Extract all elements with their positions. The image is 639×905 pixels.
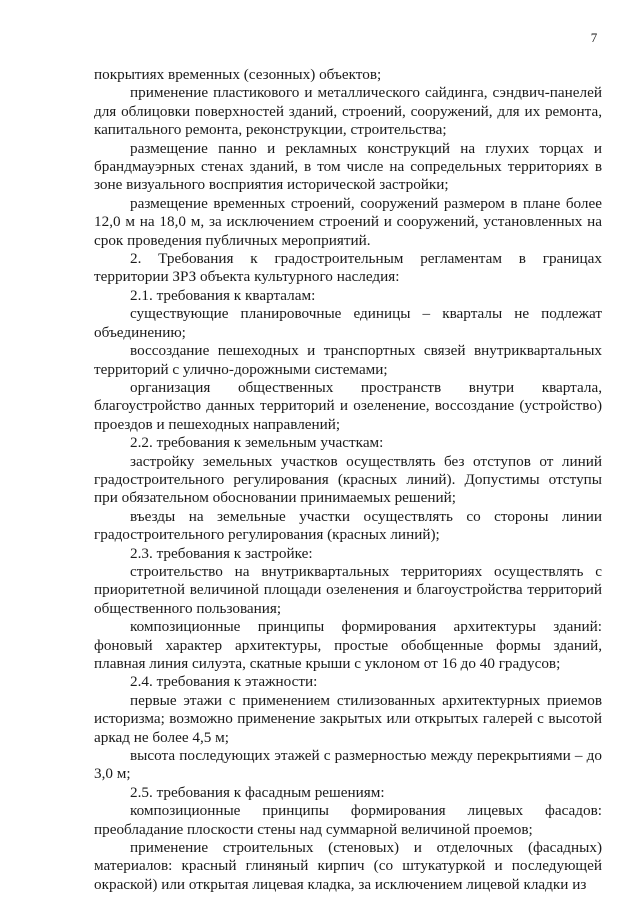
paragraph: воссоздание пешеходных и транспортных связей внутриквартальных территорий с улично-дорожными системами; bbox=[94, 342, 602, 378]
paragraph: строительство на внутриквартальных территориях осуществлять с приоритетной величиной площади озеленения и благоустройства территорий общественного пользования; bbox=[94, 562, 602, 617]
paragraph: размещение панно и рекламных конструкций на глухих торцах и брандмауэрных стенах зданий, в том числе на сопредельных территориях в зоне визуального восприятия исторической застройки; bbox=[94, 139, 602, 194]
paragraph: композиционные принципы формирования лицевых фасадов: преобладание плоскости стены над суммарной величиной проемов; bbox=[94, 802, 602, 838]
subsection-heading: 2.4. требования к этажности: bbox=[130, 673, 318, 691]
paragraph: первые этажи с применением стилизованных архитектурных приемов историзма; возможно применение закрытых или открытых галерей с высотой аркад не более 4,5 м; bbox=[94, 691, 602, 746]
paragraph: применение строительных (стеновых) и отделочных (фасадных) материалов: красный глиняный кирпич (со штукатуркой и последующей окраской) или открытая лицевая кладка, за исключением лицевой кладки из bbox=[94, 839, 602, 893]
paragraph: размещение временных строений, сооружений размером в плане более 12,0 м на 18,0 м, за исключением строений и сооружений, установленных на срок проведения публичных мероприятий. bbox=[94, 194, 602, 249]
paragraph: въезды на земельные участки осуществлять со стороны линии градостроительного регулирования (красных линий); bbox=[94, 507, 602, 544]
paragraph: организация общественных пространств внутри квартала, благоустройство данных территорий и озеленение, воссоздание (устройство) проездов и пешеходных направлений; bbox=[94, 378, 602, 433]
subsection-heading: 2.2. требования к земельным участкам: bbox=[130, 434, 384, 452]
paragraph: высота последующих этажей с размерностью между перекрытиями – до 3,0 м; bbox=[94, 747, 602, 783]
subsection-heading: 2.1. требования к кварталам: bbox=[130, 286, 316, 304]
subsection-heading: 2.3. требования к застройке: bbox=[130, 544, 313, 562]
paragraph: покрытиях временных (сезонных) объектов; bbox=[94, 66, 382, 83]
section-heading: 2. Требования к градостроительным регламентам в границах территории ЗРЗ объекта культурного наследия: bbox=[94, 250, 602, 286]
paragraph: застройку земельных участков осуществлять без отступов от линий градостроительного регулирования (красных линий). Допустимы отступы при обязательном обосновании принимаемых решений; bbox=[94, 452, 602, 507]
document-body bbox=[94, 66, 602, 894]
paragraph: существующие планировочные единицы – кварталы не подлежат объединению; bbox=[94, 305, 602, 341]
paragraph: применение пластикового и металлического сайдинга, сэндвич-панелей для облицовки поверхностей зданий, строений, сооружений, для их ремонта, капитального ремонта, реконструкции, строительства; bbox=[94, 84, 602, 139]
page-number: 7 bbox=[590, 30, 598, 45]
paragraph: композиционные принципы формирования архитектуры зданий: фоновый характер архитектуры, простые обобщенные формы зданий, плавная линия силуэта, скатные крыши с уклоном от 16 до 40 градусов; bbox=[94, 618, 602, 672]
subsection-heading: 2.5. требования к фасадным решениям: bbox=[130, 783, 385, 801]
